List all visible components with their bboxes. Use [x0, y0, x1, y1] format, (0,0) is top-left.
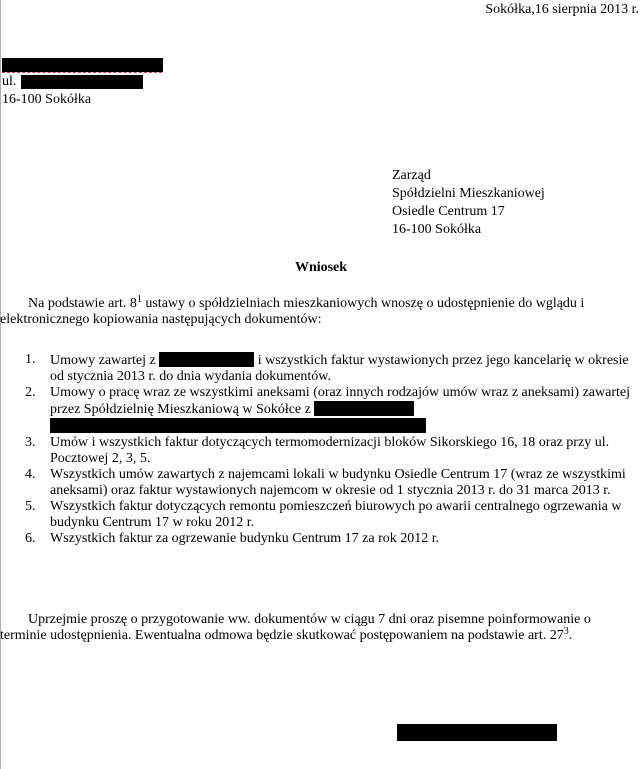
place-date: Sokółka,16 sierpnia 2013 r.: [485, 2, 639, 17]
recipient-line-3: Osiedle Centrum 17: [392, 204, 505, 219]
list-item-text: Wszystkich umów zawartych z najemcami lokali w budynku Osiedle Centrum 17 (wraz ze wszystkimi aneksami) oraz faktur wystawionych najemcom w okresie od 1 stycznia 2013 r. do 31 marca 2013 r.: [50, 467, 626, 498]
list-item-text: Umowy o pracę wraz ze wszystkimi aneksami (oraz innych rodzajów umów wraz z aneksami) zawartej przez Spółdzielnię Mieszkaniową w Sokółce z: [50, 385, 630, 417]
spellcheck-underline: [2, 72, 162, 73]
redacted-details: [50, 418, 426, 433]
intro-text-start: Na podstawie art. 8: [28, 296, 137, 311]
list-item: [0, 467, 640, 499]
document-title: Wniosek: [294, 260, 348, 275]
closing-superscript: 3: [563, 626, 569, 637]
recipient-line-1: Zarząd: [392, 168, 431, 183]
list-item-text: Wszystkich faktur za ogrzewanie budynku Centrum 17 za rok 2012 r.: [50, 531, 440, 546]
sender-city: 16-100 Sokółka: [2, 92, 92, 107]
recipient-line-4: 16-100 Sokółka: [392, 222, 482, 237]
list-item: [0, 435, 640, 467]
list-item-number: 3.: [25, 435, 36, 450]
redacted-signature: [397, 724, 557, 741]
list-item-text: Umowy zawartej z: [50, 353, 160, 368]
redacted-name: [314, 401, 414, 416]
redacted-sender-street: [21, 75, 143, 89]
list-item-text: Wszystkich faktur dotyczących remontu pomieszczeń biurowych po awarii centralnego ogrzewania w budynku Centrum 17 w roku 2012 r.: [50, 499, 622, 530]
list-item-text: Umów i wszystkich faktur dotyczących termomodernizacji bloków Sikorskiego 16, 18 oraz przy ul. Pocztowej 2, 3, 5.: [50, 435, 610, 466]
list-item-number: 2.: [25, 385, 36, 400]
list-item: [0, 352, 640, 385]
intro-text-end: ustawy o spółdzielniach mieszkaniowych wnoszę o udostępnienie do wglądu i elektronicznego kopiowania następujących dokumentów:: [0, 296, 585, 327]
redacted-sender-name: [2, 58, 163, 72]
intro-superscript: 1: [136, 294, 142, 305]
redacted-name: [159, 352, 254, 367]
list-item: [0, 531, 640, 547]
document-list: [0, 352, 640, 547]
closing-text-start: Uprzejmie proszę o przygotowanie ww. dokumentów w ciągu 7 dni oraz pisemne poinformowanie o terminie udostępnienia. Ewentualna odmowa będzie skutkować postępowaniem na podstawie art. 27: [0, 612, 591, 643]
closing-text-end: .: [568, 628, 573, 643]
list-item-number: 5.: [25, 499, 36, 514]
list-item-number: 6.: [25, 531, 36, 546]
list-item: [0, 385, 640, 435]
intro-paragraph: [0, 296, 638, 328]
closing-paragraph: [0, 612, 638, 644]
list-item-number: 1.: [25, 352, 36, 367]
sender-street-prefix: ul.: [2, 74, 17, 89]
recipient-line-2: Spółdzielni Mieszkaniowej: [392, 186, 545, 201]
list-item-number: 4.: [25, 467, 36, 482]
list-item-text: i wszystkich faktur wystawionych przez jego kancelarię w okresie od stycznia 2013 r. do dnia wydania dokumentów.: [50, 353, 629, 384]
list-item: [0, 499, 640, 531]
